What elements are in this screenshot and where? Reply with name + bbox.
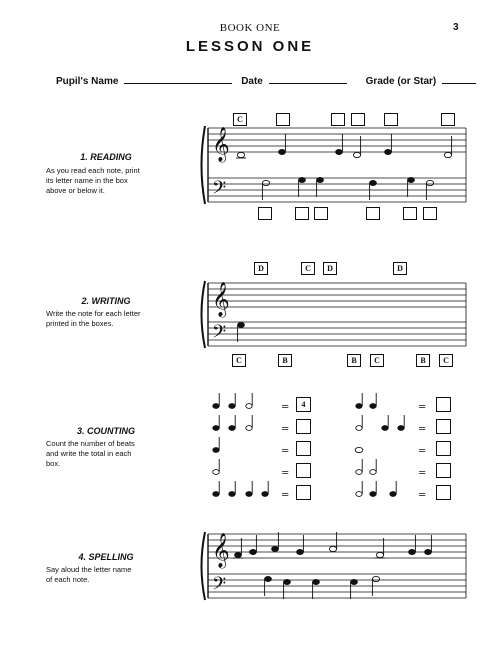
- reading-answer-box[interactable]: [384, 113, 398, 126]
- writing-letter-box: B: [278, 354, 292, 367]
- grade-label: Grade (or Star): [365, 76, 437, 87]
- svg-text:=: =: [281, 402, 290, 413]
- writing-letter-box: D: [254, 262, 268, 275]
- reading-answer-box[interactable]: C: [233, 113, 247, 126]
- reading-answer-box[interactable]: [366, 207, 380, 220]
- section-title: COUNTING: [87, 426, 136, 436]
- treble-clef-icon: 𝄞: [212, 282, 230, 317]
- svg-text:=: =: [281, 446, 290, 457]
- counting-answer-box[interactable]: [296, 419, 311, 434]
- writing-letter-box: D: [323, 262, 337, 275]
- svg-text:=: =: [418, 490, 427, 501]
- counting-answer-box[interactable]: [296, 485, 311, 500]
- reading-answer-box[interactable]: [351, 113, 365, 126]
- writing-letter-box: D: [393, 262, 407, 275]
- counting-answer-box[interactable]: [436, 463, 451, 478]
- writing-letter-box: C: [301, 262, 315, 275]
- section-spelling-label: 4. SPELLING Say aloud the letter name of each note.: [46, 552, 134, 584]
- treble-clef-icon: 𝄞: [212, 533, 230, 568]
- bass-clef-icon: 𝄢: [212, 322, 227, 347]
- counting-answer-box[interactable]: [436, 485, 451, 500]
- treble-clef-icon: 𝄞: [212, 127, 230, 162]
- pupil-name-label: Pupil's Name: [56, 76, 119, 87]
- writing-letter-box: B: [416, 354, 430, 367]
- section-title: READING: [90, 152, 132, 162]
- svg-text:=: =: [281, 468, 290, 479]
- counting-answer-box[interactable]: [296, 441, 311, 456]
- svg-text:=: =: [418, 402, 427, 413]
- section-title: SPELLING: [88, 552, 134, 562]
- svg-text:=: =: [281, 490, 290, 501]
- reading-answer-box[interactable]: [276, 113, 290, 126]
- counting-answer-box[interactable]: [436, 419, 451, 434]
- reading-answer-box[interactable]: [331, 113, 345, 126]
- reading-answer-box[interactable]: [403, 207, 417, 220]
- reading-answer-box[interactable]: [258, 207, 272, 220]
- date-label: Date: [241, 76, 263, 87]
- book-title: BOOK ONE: [219, 22, 281, 34]
- svg-text:=: =: [418, 424, 427, 435]
- section-title: WRITING: [91, 296, 131, 306]
- writing-letter-box: C: [439, 354, 453, 367]
- reading-answer-box[interactable]: [314, 207, 328, 220]
- reading-answer-box[interactable]: [295, 207, 309, 220]
- writing-letter-box: B: [347, 354, 361, 367]
- spelling-notes: [233, 532, 431, 599]
- counting-answer-box[interactable]: 4: [296, 397, 311, 412]
- reading-answer-box[interactable]: [423, 207, 437, 220]
- section-reading-label: 1. READING As you read each note, print its letter name in the box above or below it.: [46, 152, 140, 195]
- bass-clef-icon: 𝄢: [212, 178, 227, 203]
- writing-letter-box: C: [370, 354, 384, 367]
- counting-rhythms-left: [213, 393, 268, 496]
- page-number: 3: [453, 22, 459, 33]
- grand-staff-writing: [202, 281, 467, 348]
- svg-text:=: =: [281, 424, 290, 435]
- reading-answer-box[interactable]: [441, 113, 455, 126]
- section-counting-label: 3. COUNTING Count the number of beats and write the total in each box.: [46, 426, 136, 468]
- counting-rhythms-right: [355, 393, 404, 496]
- svg-text:=: =: [418, 468, 427, 479]
- counting-answer-box[interactable]: [296, 463, 311, 478]
- writing-letter-box: C: [232, 354, 246, 367]
- counting-answer-box[interactable]: [436, 441, 451, 456]
- lesson-title: LESSON ONE: [185, 38, 315, 55]
- bass-clef-icon: 𝄢: [212, 574, 227, 599]
- svg-text:=: =: [418, 446, 427, 457]
- counting-answer-box[interactable]: [436, 397, 451, 412]
- section-writing-label: 2. WRITING Write the note for each letter printed in the boxes.: [46, 296, 141, 328]
